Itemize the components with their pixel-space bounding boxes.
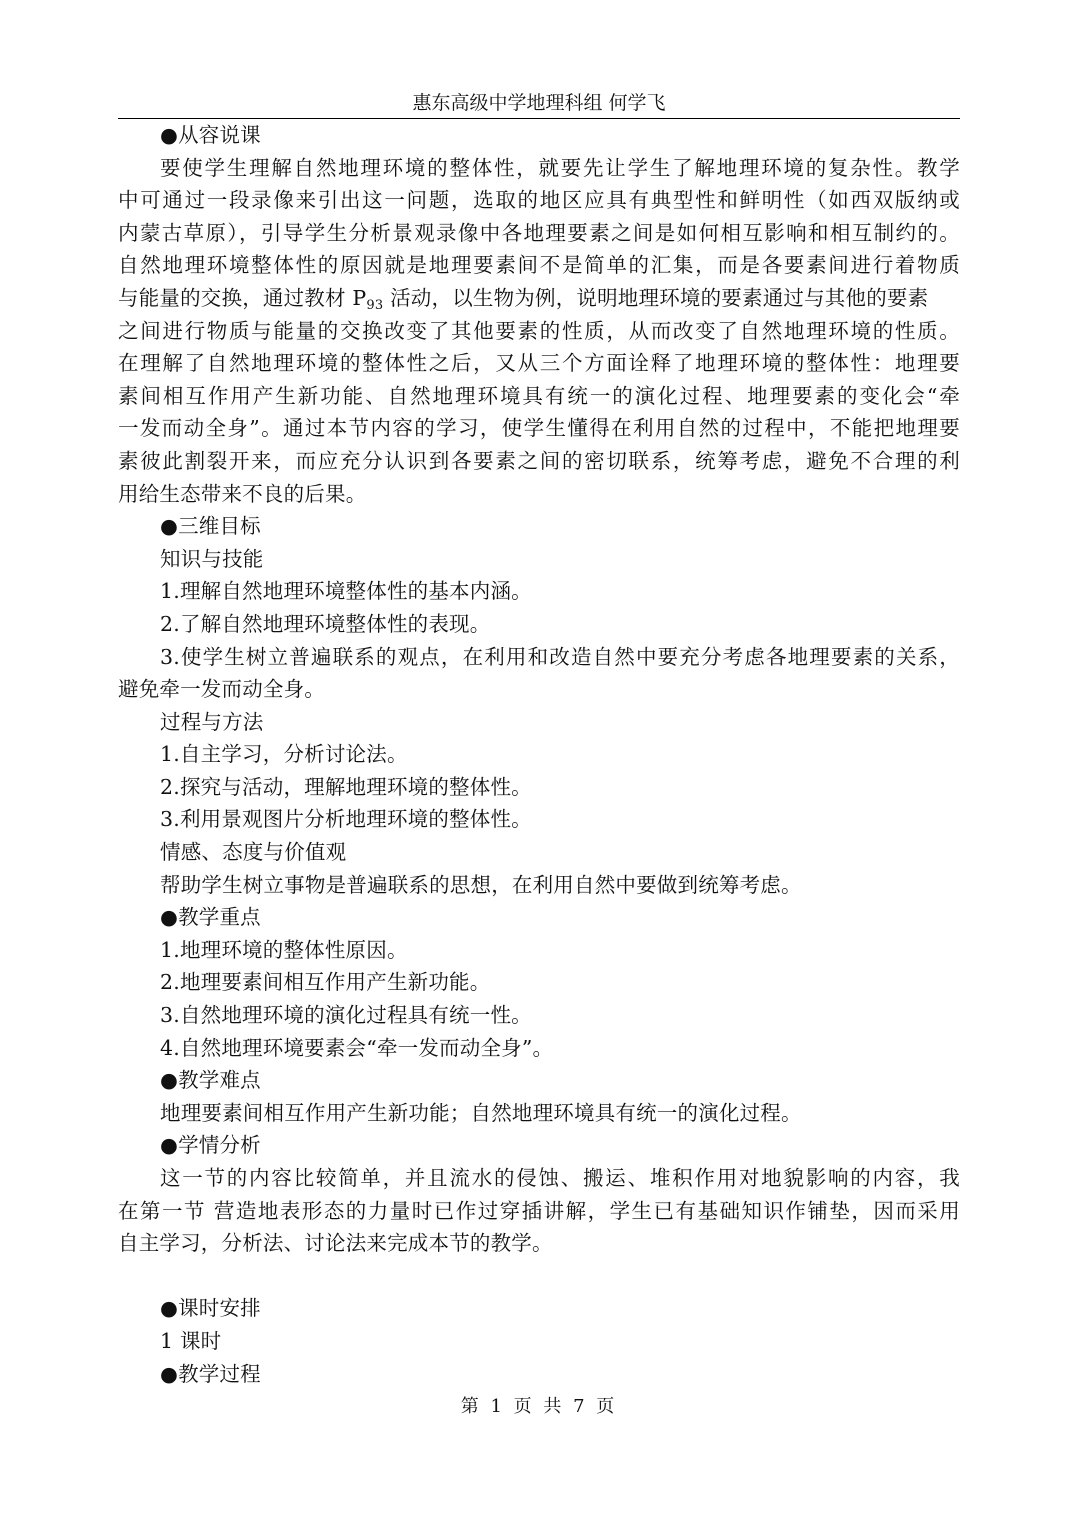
paragraph-line: 自然地理环境整体性的原因就是地理要素间不是简单的汇集，而是各要素间进行着物质 <box>118 253 960 278</box>
list-item: 1.地理环境的整体性原因。 <box>160 937 408 962</box>
list-item: 帮助学生树立事物是普遍联系的思想，在利用自然中要做到统筹考虑。 <box>160 872 802 897</box>
list-item: 4.自然地理环境要素会“牵一发而动全身”。 <box>160 1035 554 1060</box>
paragraph-line: 要使学生理解自然地理环境的整体性，就要先让学生了解地理环境的复杂性。教学 <box>160 155 960 180</box>
list-item-continuation: 避免牵一发而动全身。 <box>118 677 325 702</box>
blank-line <box>118 1260 960 1293</box>
paragraph-line: 之间进行物质与能量的交换改变了其他要素的性质，从而改变了自然地理环境的性质。 <box>118 318 960 343</box>
paragraph-line: 地理要素间相互作用产生新功能；自然地理环境具有统一的演化过程。 <box>160 1100 802 1125</box>
list-item: 2.了解自然地理环境整体性的表现。 <box>160 611 491 636</box>
paragraph-line: 一发而动全身”。通过本节内容的学习，使学生懂得在利用自然的过程中，不能把地理要 <box>118 416 960 441</box>
subheading: 过程与方法 <box>160 709 264 734</box>
header-title: 惠东高级中学地理科组 何学飞 <box>412 92 666 114</box>
list-item: 3.自然地理环境的演化过程具有统一性。 <box>160 1003 532 1028</box>
section-heading: ●教学难点 <box>160 1068 261 1093</box>
paragraph-line <box>118 282 960 315</box>
subheading: 情感、态度与价值观 <box>160 840 347 865</box>
section-heading: ●从容说课 <box>160 123 261 147</box>
paragraph-line: 素彼此割裂开来，而应充分认识到各要素之间的密切联系，统筹考虑，避免不合理的利 <box>118 448 960 473</box>
page-subscript: 93 <box>366 297 384 313</box>
paragraph-line: 这一节的内容比较简单，并且流水的侵蚀、搬运、堆积作用对地貌影响的内容，我 <box>160 1166 960 1190</box>
section-heading: ●教学重点 <box>160 905 261 930</box>
list-item: 3.利用景观图片分析地理环境的整体性。 <box>160 807 532 832</box>
paragraph-line: 在第一节 营造地表形态的力量时已作过穿插讲解，学生已有基础知识作铺垫，因而采用 <box>118 1198 960 1223</box>
paragraph-line: 自主学习，分析法、讨论法来完成本节的教学。 <box>118 1231 553 1256</box>
section-heading: ●课时安排 <box>160 1296 261 1321</box>
paragraph-line: 中可通过一段录像来引出这一问题，选取的地区应具有典型性和鲜明性（如西双版纳或 <box>118 188 960 213</box>
paragraph-line: 内蒙古草原），引导学生分析景观录像中各地理要素之间是如何相互影响和相互制约的。 <box>118 220 960 245</box>
line-text: 活动，以生物为例，说明地理环境的要素通过与其他的要素 <box>383 285 929 310</box>
subheading: 知识与技能 <box>160 546 264 571</box>
page-header <box>118 90 960 119</box>
section-heading: ●教学过程 <box>160 1361 261 1386</box>
paragraph-line: 用给生态带来不良的后果。 <box>118 481 367 506</box>
line-text: 与能量的交换，通过教材 P <box>118 285 367 310</box>
list-item: 2.地理要素间相互作用产生新功能。 <box>160 970 491 995</box>
page-footer <box>0 1392 1075 1418</box>
paragraph-line: 素间相互作用产生新功能、自然地理环境具有统一的演化过程、地理要素的变化会“牵 <box>118 383 960 408</box>
paragraph-line: 在理解了自然地理环境的整体性之后，又从三个方面诠释了地理环境的整体性：地理要 <box>118 351 960 376</box>
list-item: 1.理解自然地理环境整体性的基本内涵。 <box>160 579 532 604</box>
document-body <box>118 119 960 1390</box>
section-heading: ●三维目标 <box>160 514 261 539</box>
section-heading: ●学情分析 <box>160 1133 261 1158</box>
paragraph-line: 1 课时 <box>160 1328 222 1353</box>
list-item: 1.自主学习，分析讨论法。 <box>160 742 408 767</box>
page-number: 第 1 页 共 7 页 <box>460 1396 615 1417</box>
list-item: 2.探究与活动，理解地理环境的整体性。 <box>160 774 532 799</box>
list-item: 3.使学生树立普遍联系的观点，在利用和改造自然中要充分考虑各地理要素的关系， <box>160 644 960 669</box>
